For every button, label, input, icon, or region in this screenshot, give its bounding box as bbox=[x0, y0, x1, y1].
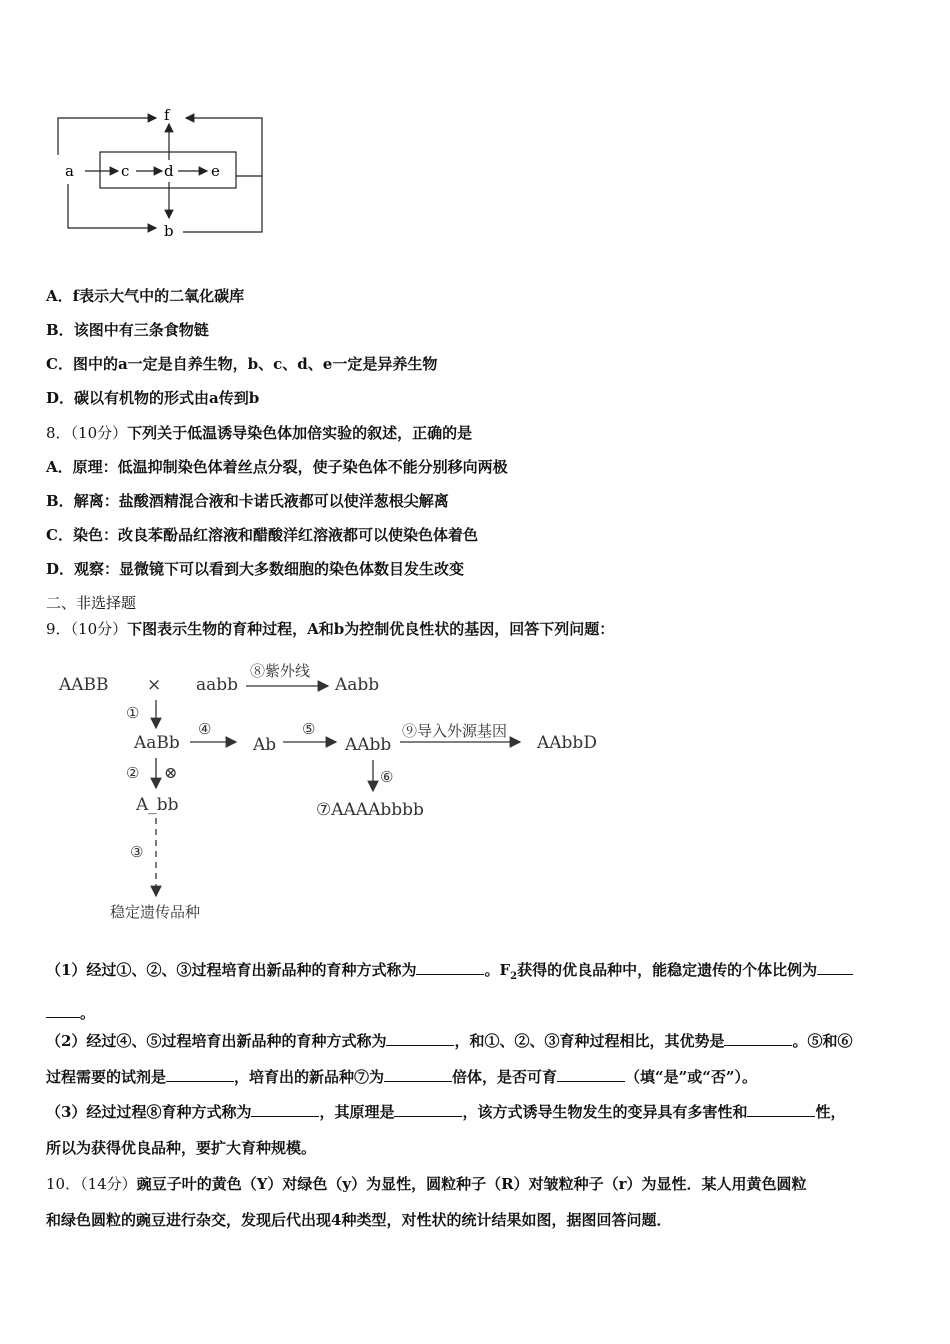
genotype-AABB: AABB bbox=[59, 675, 109, 695]
q8-option-a: A．原理：低温抑制染色体着丝点分裂，使子染色体不能分别移向两极 bbox=[46, 458, 508, 476]
step-1-label: ① bbox=[126, 704, 140, 722]
stable-variety-label: 稳定遗传品种 bbox=[110, 903, 201, 921]
node-e: e bbox=[211, 162, 220, 180]
step-9-label: ⑨导入外源基因 bbox=[402, 722, 508, 740]
breeding-diagram bbox=[50, 660, 620, 930]
node-b: b bbox=[164, 222, 174, 240]
genotype-AaBb: AaBb bbox=[134, 733, 180, 753]
q7-option-a: A．f表示大气中的二氧化碳库 bbox=[46, 287, 245, 305]
answer-blank[interactable] bbox=[46, 1001, 80, 1018]
q7-option-c: C．图中的a一定是自养生物，b、c、d、e一定是异养生物 bbox=[46, 355, 438, 373]
step-4-label: ④ bbox=[198, 720, 212, 738]
node-c: c bbox=[121, 162, 130, 180]
answer-blank[interactable] bbox=[557, 1065, 625, 1082]
q10-stem: 10．（14分）豌豆子叶的黄色（Y）对绿色（y）为显性，圆粒种子（R）对皱粒种子（r）为显性．某人用黄色圆粒 和绿色圆粒的豌豆进行杂交，发现后代出现4种类型，对性状的统计结果如图，据图回答问题． bbox=[46, 1175, 807, 1229]
selfing-symbol: ⊗ bbox=[164, 763, 178, 782]
q7-option-d: D．碳以有机物的形式由a传到b bbox=[46, 389, 260, 407]
node-a: a bbox=[65, 162, 74, 180]
answer-blank[interactable] bbox=[166, 1065, 234, 1082]
genotype-AAbb: AAbb bbox=[345, 735, 392, 755]
genotype-AAbbD: AAbbD bbox=[537, 733, 597, 753]
genotype-Ab: Ab bbox=[253, 735, 277, 755]
answer-blank[interactable] bbox=[394, 1100, 462, 1117]
q9-sub1: （1）经过①、②、③过程培育出新品种的育种方式称为 。$F_2$获得的优良品种中，能稳定遗传的个体比例为 。 bbox=[46, 952, 906, 1031]
answer-blank[interactable] bbox=[386, 1029, 454, 1046]
q9-stem: 9．（10分）下图表示生物的育种过程，A和b为控制优良性状的基因，回答下列问题： bbox=[46, 620, 615, 638]
q9-sub2: （2）经过④、⑤过程培育出新品种的育种方式称为 ，和①、②、③育种过程相比，其优势是 。⑤和⑥ 过程需要的试剂是 ，培育出的新品种⑦为 倍体，是否可育 （填“是”或“否”）。 bbox=[46, 1023, 906, 1095]
step-7-label: ⑦AAAAbbbb bbox=[316, 800, 424, 820]
answer-blank[interactable] bbox=[747, 1100, 815, 1117]
q9-sub3: （3）经过过程⑧育种方式称为 ，其原理是 ，该方式诱导生物发生的变异具有多害性和 性， 所以为获得优良品种，要扩大育种规模。 bbox=[46, 1094, 906, 1166]
step-3-label: ③ bbox=[130, 843, 144, 861]
answer-blank[interactable] bbox=[817, 958, 853, 975]
q8-option-c: C．染色：改良苯酚品红溶液和醋酸洋红溶液都可以使染色体着色 bbox=[46, 526, 478, 544]
step-8-label: ⑧紫外线 bbox=[250, 662, 311, 680]
cross-symbol: × bbox=[147, 675, 162, 695]
carbon-cycle-diagram bbox=[50, 100, 280, 245]
section-heading: 二、非选择题 bbox=[46, 594, 137, 612]
q8-option-b: B．解离：盐酸酒精混合液和卡诺氏液都可以使洋葱根尖解离 bbox=[46, 492, 449, 510]
genotype-aabb: aabb bbox=[196, 675, 239, 695]
step-5-label: ⑤ bbox=[302, 720, 316, 738]
step-2-label: ② bbox=[126, 764, 140, 782]
answer-blank[interactable] bbox=[416, 958, 484, 975]
step-6-label: ⑥ bbox=[380, 768, 394, 786]
genotype-A_bb: A_bb bbox=[136, 795, 179, 815]
node-d: d bbox=[164, 162, 174, 180]
node-f: f bbox=[164, 106, 170, 124]
genotype-Aabb-top: Aabb bbox=[335, 675, 380, 695]
answer-blank[interactable] bbox=[384, 1065, 452, 1082]
answer-blank[interactable] bbox=[724, 1029, 792, 1046]
q7-option-b: B．该图中有三条食物链 bbox=[46, 321, 209, 339]
q8-option-d: D．观察：显微镜下可以看到大多数细胞的染色体数目发生改变 bbox=[46, 560, 465, 578]
answer-blank[interactable] bbox=[251, 1100, 319, 1117]
q8-stem: 8．（10分）下列关于低温诱导染色体加倍实验的叙述，正确的是 bbox=[46, 424, 473, 442]
